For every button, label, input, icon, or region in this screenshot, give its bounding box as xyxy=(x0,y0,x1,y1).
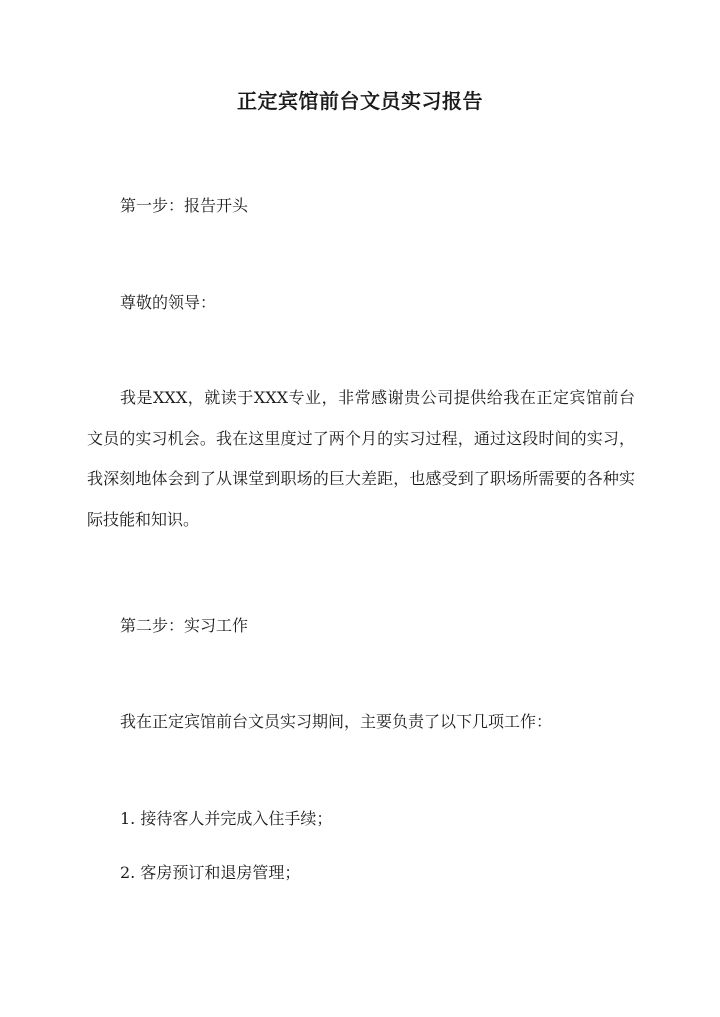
document-title: 正定宾馆前台文员实习报告 xyxy=(237,89,483,113)
step2-heading: 第二步：实习工作 xyxy=(120,616,249,635)
work-item: 1. 接待客人并完成入住手续； xyxy=(120,809,333,828)
step1-heading: 第一步：报告开头 xyxy=(120,196,249,215)
work-item: 2. 客房预订和退房管理； xyxy=(120,863,301,882)
salutation: 尊敬的领导： xyxy=(120,293,217,312)
work-intro: 我在正定宾馆前台文员实习期间，主要负责了以下几项工作： xyxy=(120,712,553,731)
intro-paragraph: 我是XXX，就读于XXX专业，非常感谢贵公司提供给我在正定宾馆前台文员的实习机会。我在这里度过了两个月的实习过程，通过这段时间的实习，我深刻地体会到了从课堂到职场的巨大差距，也感受到了职场所需要的各种实际技能和知识。 xyxy=(87,388,635,529)
